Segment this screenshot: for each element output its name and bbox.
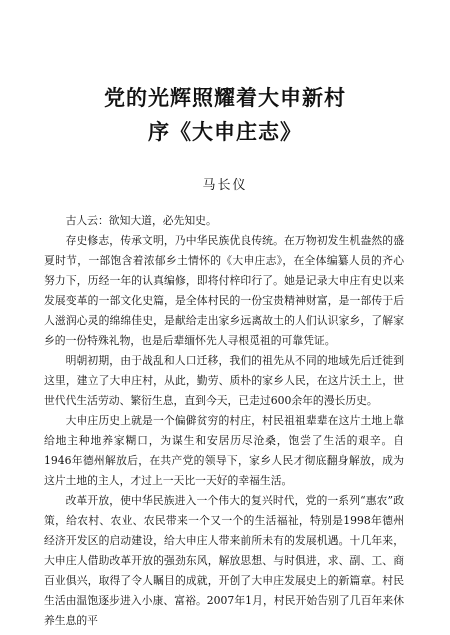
paragraph-4: 大申庄历史上就是一个偏僻贫穷的村庄，村民祖祖辈辈在这片土地上靠给地主种地养家糊口，为谋生和安居历尽沧桑，饱尝了生活的艰辛。自1946年德州解放后，在共产党的领导下，家乡人民才彻底翻身解放，成为这片土地的主人，才过上一天比一天好的幸福生活。 xyxy=(44,414,404,487)
document-subtitle: 序《大申庄志》 xyxy=(148,119,302,144)
author-name: 马长仪 xyxy=(202,178,248,193)
paragraph-1: 古人云：欲知大道，必先知史。 xyxy=(65,214,217,227)
paragraph-2: 存史修志，传承文明，乃中华民族优良传统。在万物初发生机盎然的盛夏时节，一部饱含着浓郁乡土情怀的《大申庄志》，在全体编纂人员的齐心努力下，历经一年的认真编修，即将付梓印行了。她是记录大申庄有史以来发展变革的一部文化史篇，是全体村民的一份宝贵精神财富，是一部传于后人滋润心灵的绵绵佳史，是献给走出家乡远离故土的人们认识家乡，了解家乡的一份特殊礼物，也是后辈缅怀先人寻根觅祖的可靠凭证。 xyxy=(44,234,404,347)
document-body xyxy=(44,211,404,631)
paragraph-5: 改革开放，使中华民族进入一个伟大的复兴时代，党的一系列“惠农”政策，给农村、农业、农民带来一个又一个的生活福祉，特别是1998年德州经济开发区的启动建设，给大申庄人带来前所未有的发展机遇。十几年来，大申庄人借助改革开放的强劲东风，解放思想、与时俱进，求、副、工、商百业俱兴，取得了令人瞩目的成就，开创了大申庄发展史上的新篇章。村民生活由温饱逐步进入小康、富裕。2007年1月，村民开始告别了几百年来休养生息的平 xyxy=(44,494,404,627)
document-title: 党的光辉照耀着大申新村 xyxy=(104,85,346,110)
paragraph-3: 明朝初期，由于战乱和人口迁移，我们的祖先从不同的地域先后迁徙到这里，建立了大申庄村，从此，勤劳、质朴的家乡人民，在这片沃土上，世世代代生活劳动、繁衍生息，直到今天，已走过600余年的漫长历史。 xyxy=(44,354,404,407)
